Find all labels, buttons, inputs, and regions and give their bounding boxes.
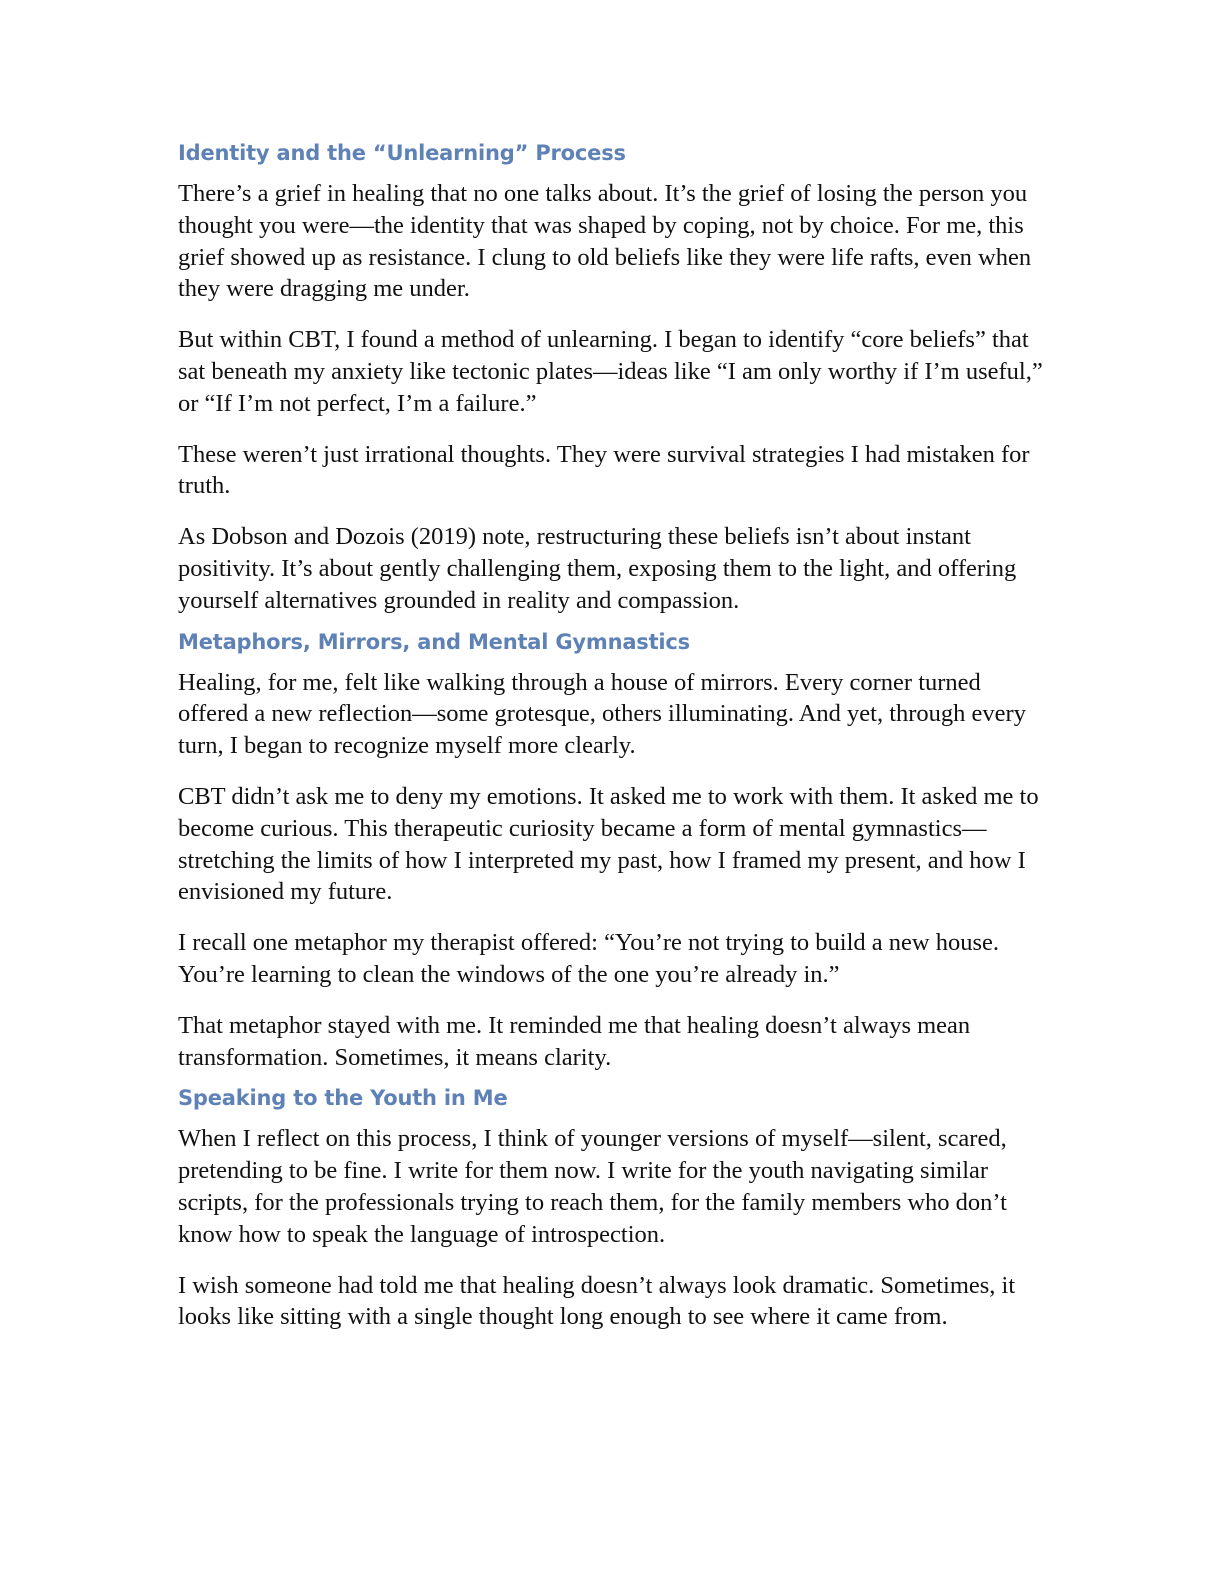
paragraph: When I reflect on this process, I think of younger versions of myself—silent, scared, pretending to be fine. I write for them now. I write for the youth navigating similar scripts, for the professionals trying to reach them, for the family members who don’t know how to speak the language of introspection.	[178, 1125, 1007, 1248]
paragraph: Healing, for me, felt like walking through a house of mirrors. Every corner turned offered a new reflection—some grotesque, others illuminating. And yet, through every turn, I began to recognize myself more clearly.	[178, 668, 1026, 760]
paragraph: There’s a grief in healing that no one talks about. It’s the grief of losing the person you thought you were—the identity that was shaped by coping, not by choice. For me, this grief showed up as resistance. I clung to old beliefs like they were life rafts, even when they were dragging me under.	[178, 180, 1032, 303]
paragraph: These weren’t just irrational thoughts. They were survival strategies I had mistaken for truth.	[178, 440, 1030, 500]
document-page	[178, 138, 1048, 1352]
paragraph: That metaphor stayed with me. It reminded me that healing doesn’t always mean transformation. Sometimes, it means clarity.	[178, 1011, 971, 1071]
section-metaphors-mirrors	[178, 627, 1048, 1074]
paragraph: I wish someone had told me that healing doesn’t always look dramatic. Sometimes, it looks like sitting with a single thought long enough to see where it came from.	[178, 1271, 1016, 1331]
paragraph: CBT didn’t ask me to deny my emotions. It asked me to work with them. It asked me to become curious. This therapeutic curiosity became a form of mental gymnastics—stretching the limits of how I interpreted my past, how I framed my present, and how I envisioned my future.	[178, 782, 1039, 906]
paragraph: I recall one metaphor my therapist offered: “You’re not trying to build a new house. You’re learning to clean the windows of the one you’re already in.”	[178, 929, 999, 988]
paragraph: But within CBT, I found a method of unlearning. I began to identify “core beliefs” that sat beneath my anxiety like tectonic plates—ideas like “I am only worthy if I’m useful,” or “If I’m not perfect, I’m a failure.”	[178, 326, 1043, 417]
section-heading: Identity and the “Unlearning” Process	[178, 141, 626, 165]
section-heading: Speaking to the Youth in Me	[178, 1086, 508, 1111]
section-heading: Metaphors, Mirrors, and Mental Gymnastics	[178, 629, 690, 654]
section-speaking-youth	[178, 1083, 1048, 1333]
paragraph: As Dobson and Dozois (2019) note, restructuring these beliefs isn’t about instant positivity. It’s about gently challenging them, exposing them to the light, and offering yourself alternatives grounded in reality and compassion.	[178, 523, 1017, 614]
section-identity-unlearning	[178, 138, 1048, 617]
